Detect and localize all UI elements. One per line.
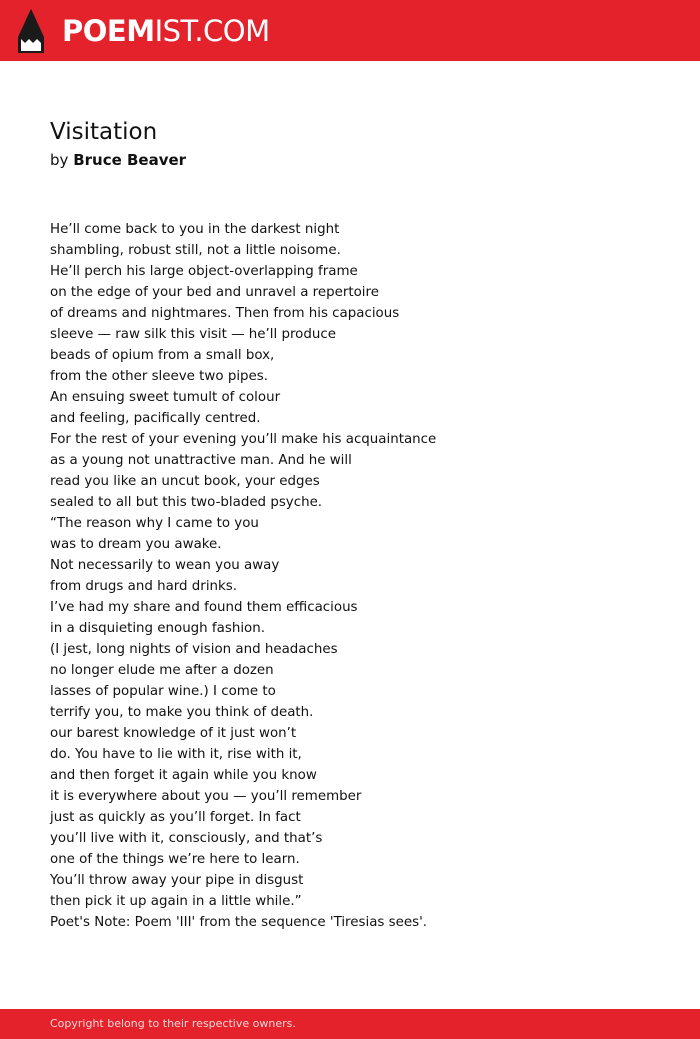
poem-line: from drugs and hard drinks.	[50, 579, 238, 594]
poem-line: and then forget it again while you know	[50, 768, 317, 783]
poem-line: He’ll come back to you in the darkest night	[50, 222, 340, 237]
poem-line: I’ve had my share and found them efficacious	[50, 600, 358, 615]
poem-line: just as quickly as you’ll forget. In fact	[50, 810, 301, 825]
poem-line: sealed to all but this two-bladed psyche.	[50, 495, 323, 510]
poem-line: sleeve — raw silk this visit — he’ll produce	[50, 327, 336, 342]
poem-body	[50, 219, 650, 933]
poem-line: read you like an uncut book, your edges	[50, 474, 320, 489]
poem-title: Visitation	[50, 119, 158, 145]
poem-line: lasses of popular wine.) I come to	[50, 684, 276, 699]
poem-line: An ensuing sweet tumult of colour	[50, 390, 281, 405]
poem-line: of dreams and nightmares. Then from his capacious	[50, 306, 400, 321]
logo-bold-text: POEM	[62, 14, 155, 48]
poem-line: was to dream you awake.	[50, 537, 222, 552]
poem-line: “The reason why I came to you	[50, 516, 259, 531]
pencil-tip-icon[interactable]	[17, 9, 45, 53]
poem-line: no longer elude me after a dozen	[50, 663, 274, 678]
site-logo[interactable]	[62, 11, 270, 51]
poem-line: on the edge of your bed and unravel a repertoire	[50, 285, 379, 300]
poem-line: from the other sleeve two pipes.	[50, 369, 269, 384]
poem-line: beads of opium from a small box,	[50, 348, 275, 363]
poem-line: terrify you, to make you think of death.	[50, 705, 314, 720]
site-footer	[0, 1009, 700, 1039]
byline	[50, 150, 186, 170]
logo-light-text: IST.COM	[154, 14, 270, 48]
poem-line: do. You have to lie with it, rise with it,	[50, 747, 302, 762]
poem-line: (I jest, long nights of vision and headaches	[50, 642, 338, 657]
poem-line: in a disquieting enough fashion.	[50, 621, 265, 636]
poem-line: For the rest of your evening you’ll make his acquaintance	[50, 432, 437, 447]
poem-line: shambling, robust still, not a little noisome.	[50, 243, 341, 258]
poem-line: and feeling, pacifically centred.	[50, 411, 261, 426]
poem-line: Poet's Note: Poem 'III' from the sequence 'Tiresias sees'.	[50, 915, 428, 930]
poem-line: our barest knowledge of it just won’t	[50, 726, 297, 741]
poem-line: as a young not unattractive man. And he will	[50, 453, 352, 468]
poem-line: it is everywhere about you — you’ll remember	[50, 789, 362, 804]
poem-line: He’ll perch his large object-overlapping frame	[50, 264, 358, 279]
poem-line: then pick it up again in a little while.”	[50, 894, 302, 909]
copyright-text: Copyright belong to their respective owners.	[50, 1017, 296, 1030]
by-label: by	[50, 151, 69, 169]
poem-line: you’ll live with it, consciously, and that’s	[50, 831, 323, 846]
poem-line: Not necessarily to wean you away	[50, 558, 280, 573]
site-header	[0, 0, 700, 61]
author-name: Bruce Beaver	[73, 151, 187, 169]
poem-line: one of the things we’re here to learn.	[50, 852, 300, 867]
poem-line: You’ll throw away your pipe in disgust	[50, 873, 304, 888]
